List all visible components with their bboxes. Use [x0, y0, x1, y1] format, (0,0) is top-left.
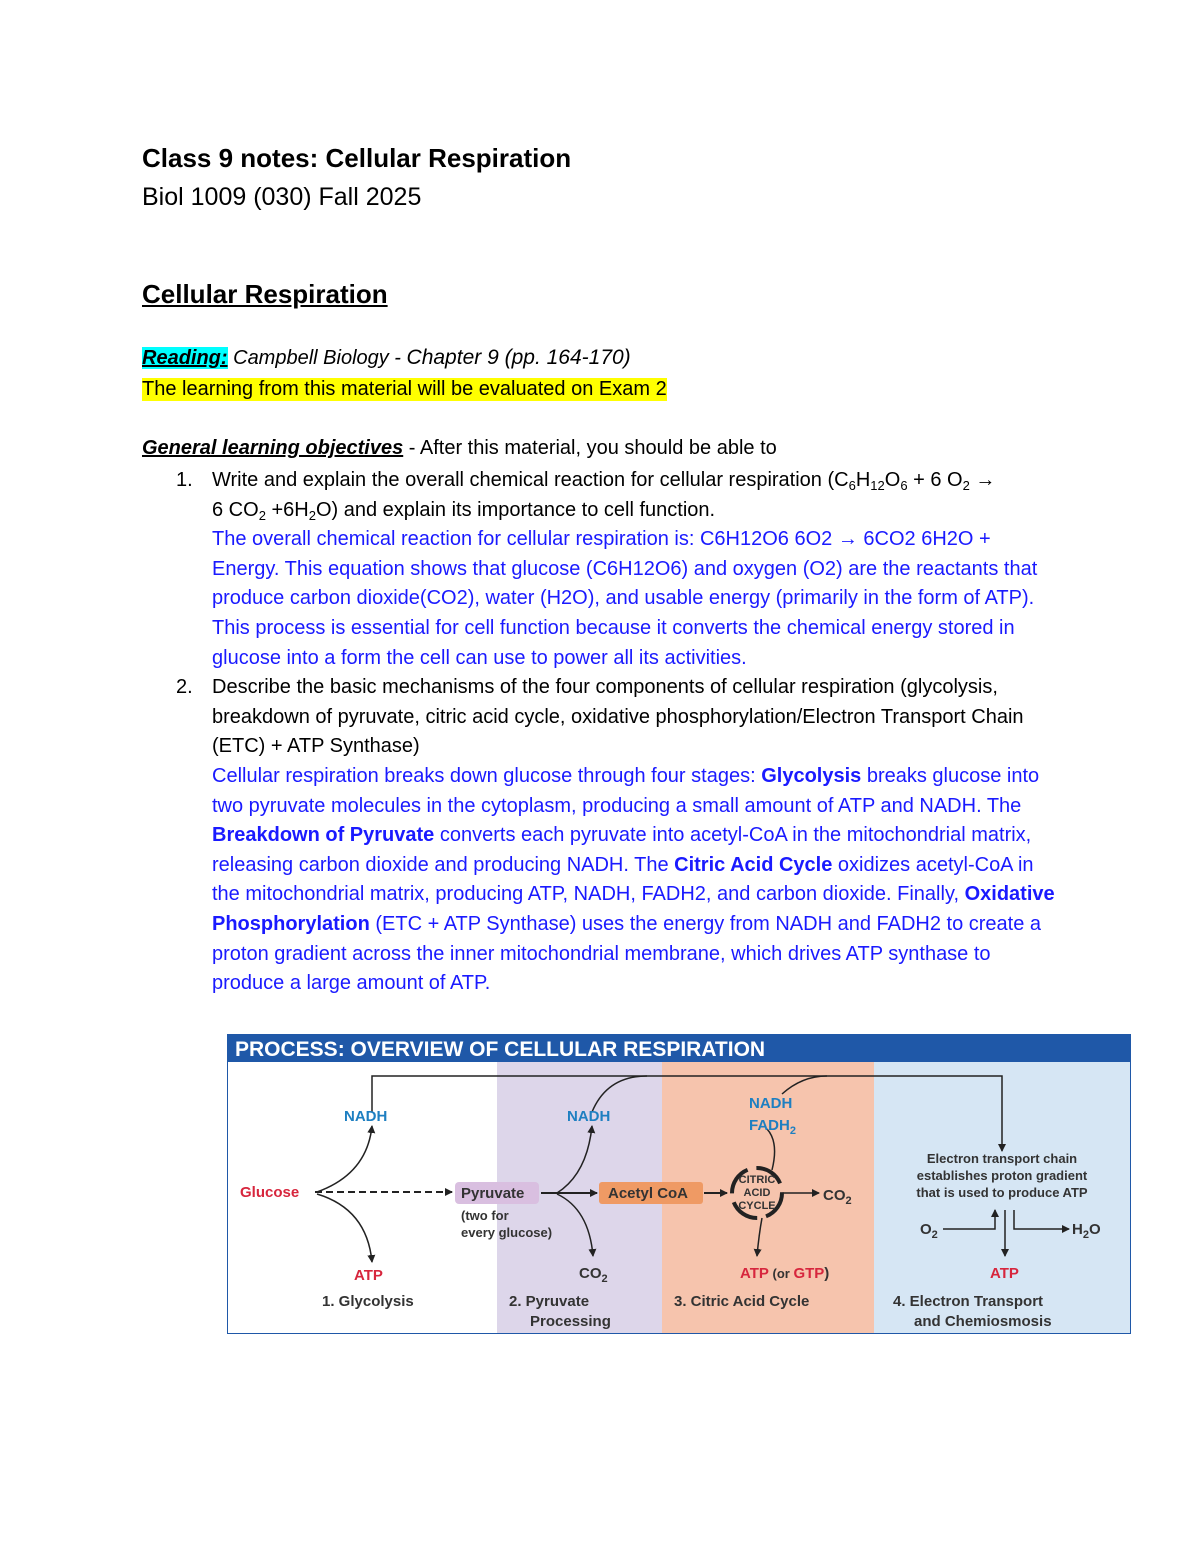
stage-1-label: 1. Glycolysis [322, 1293, 414, 1310]
cycle-text-3: CYCLE [738, 1200, 776, 1212]
pyruvate-note-2: every glucose) [461, 1225, 553, 1240]
objectives-label: General learning objectives [142, 437, 404, 459]
stage-2-label-2: Processing [530, 1313, 611, 1330]
stage-4-label-1: 4. Electron Transport [893, 1293, 1044, 1310]
pyruvate-note-1: (two for [461, 1208, 509, 1223]
item-answer: Cellular respiration breaks down glucose through four stages: Glycolysis breaks glucose into two pyruvate molecules in the cytoplasm, producing a small amount of ATP and NADH. The Breakdown of Pyruvate converts each pyruvate into acetyl-CoA in the mitochondrial matrix, releasing carbon dioxide and producing NADH. The Citric Acid Cycle oxidizes acetyl-CoA in the mitochondrial matrix, producing ATP, NADH, FADH2, and carbon dioxide. Finally, Oxidative Phosphorylation (ETC + ATP Synthase) uses the energy from NADH and FADH2 to create a proton gradient across the inner mitochondrial membrane, which drives ATP synthase to produce a large amount of ATP. [212, 764, 1055, 995]
o2-label: $O_2$ [920, 1221, 938, 1241]
pyruvate-label: Pyruvate [461, 1185, 525, 1202]
cycle-text-2: ACID [743, 1187, 771, 1199]
nadh-glycolysis: NADH [344, 1108, 388, 1125]
etc-text-3: that is used to produce ATP [916, 1185, 1088, 1200]
stage-4-label-2: and Chemiosmosis [914, 1313, 1052, 1330]
item-number: 2. [176, 676, 193, 699]
item-number: 1. [176, 469, 193, 491]
page-title: Class 9 notes: Cellular Respiration [142, 143, 572, 173]
h2o-label: $H_2O$ [1072, 1221, 1101, 1241]
atp-citric: ATP (or GTP) [740, 1265, 830, 1282]
etc-text-2: establishes proton gradient [916, 1168, 1088, 1183]
cycle-text-1: CITRIC [738, 1174, 776, 1186]
nadh-pyruvate: NADH [567, 1108, 611, 1125]
reading-line [142, 346, 631, 370]
nadh-citric: NADH [749, 1095, 793, 1112]
figure-header: PROCESS: OVERVIEW OF CELLULAR RESPIRATION [235, 1038, 766, 1061]
exam-note: The learning from this material will be evaluated on Exam 2 [142, 378, 667, 400]
item-question: Write and explain the overall chemical reaction for cellular respiration ($C_6H_{12}O_6 + 6$ $O_2$ → 6 $CO_2 +6H_2O$) and explain its importance to cell function. [212, 469, 996, 523]
stage-2-label-1: 2. Pyruvate [509, 1293, 590, 1310]
fadh-citric: $FADH_2$ [749, 1117, 796, 1137]
etc-text-1: Electron transport chain [926, 1151, 1078, 1166]
item-question: Describe the basic mechanisms of the four components of cellular respiration (glycolysis, breakdown of pyruvate, citric acid cycle, oxidative phosphorylation/Electron Transport Chain (ETC) + ATP Synthase) [212, 676, 1024, 758]
atp-etc: ATP [990, 1265, 1019, 1282]
glucose-label: Glucose [240, 1184, 300, 1201]
atp-glycolysis: ATP [354, 1267, 383, 1284]
item-answer: The overall chemical reaction for cellular respiration is: C6H12O6 6O2 → 6CO2 6H2O + Energy. This equation shows that glucose (C6H12O6) and oxygen (O2) are the reactants that produce carbon dioxide(CO2), water (H2O), and usable energy (primarily in the form of ATP). [212, 528, 1038, 610]
course-subtitle: Biol 1009 (030) Fall 2025 [142, 183, 422, 211]
reading-source: Campbell Biology - [227, 347, 407, 369]
list-item [142, 466, 1062, 673]
respiration-overview-figure [227, 1034, 1131, 1334]
co2-pyruvate: $CO_2$ [579, 1265, 608, 1285]
section-heading: Cellular Respiration [142, 279, 388, 309]
reading-label: Reading: [142, 347, 228, 369]
stage-3-label: 3. Citric Acid Cycle [674, 1293, 810, 1310]
item-answer-continued: This process is essential for cell function because it converts the chemical energy stored in glucose into a form the cell can use to power all its activities. [212, 616, 1015, 669]
list-item [142, 673, 1062, 999]
objectives-list [142, 466, 1062, 999]
objectives-line [142, 437, 777, 460]
objectives-intro: - After this material, you should be able to [403, 437, 777, 459]
reading-chapter: Chapter 9 (pp. 164-170) [406, 346, 631, 369]
co2-citric: $CO_2$ [823, 1187, 852, 1207]
acetyl-label: Acetyl CoA [608, 1185, 689, 1202]
